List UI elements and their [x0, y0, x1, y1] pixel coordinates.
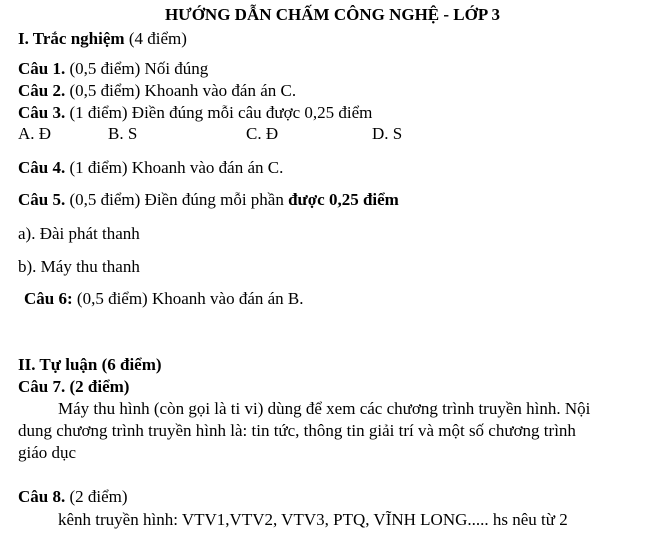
question-2-label: Câu 2. — [18, 81, 66, 100]
question-4-label: Câu 4. — [18, 158, 66, 177]
question-4-text: (1 điểm) Khoanh vào đán án C. — [65, 158, 284, 177]
question-6-text: (0,5 điểm) Khoanh vào đán án B. — [72, 289, 304, 308]
question-4 — [18, 157, 283, 179]
document-title: HƯỚNG DẪN CHẤM CÔNG NGHỆ - LỚP 3 — [164, 5, 501, 24]
question-5 — [18, 189, 399, 211]
question-2 — [18, 80, 296, 102]
question-2-text: (0,5 điểm) Khoanh vào đán án C. — [65, 81, 297, 100]
question-7-line-1: Máy thu hình (còn gọi là ti vi) dùng để xem các chương trình truyền hình. Nội — [58, 399, 591, 418]
question-7-line-3: giáo dục — [18, 443, 77, 462]
question-5-part-b: b). Máy thu thanh — [18, 257, 140, 276]
question-5-label: Câu 5. — [18, 190, 66, 209]
question-8-line-1: kênh truyền hình: VTV1,VTV2, VTV3, PTQ, VĨNH LONG..... hs nêu từ 2 — [58, 510, 568, 529]
answer-b: B. S — [108, 124, 138, 143]
question-6 — [24, 288, 304, 310]
question-6-label: Câu 6: — [24, 289, 73, 308]
question-5-bold-tail: được 0,25 điểm — [288, 190, 399, 209]
question-1-text: (0,5 điểm) Nối đúng — [65, 59, 209, 78]
question-3 — [18, 102, 372, 124]
answer-d: D. S — [372, 124, 403, 143]
question-7-line-2: dung chương trình truyền hình là: tin tức, thông tin giải trí và một số chương trình — [18, 421, 576, 440]
part2-heading: II. Tự luận (6 điểm) — [18, 355, 162, 374]
question-3-text: (1 điểm) Điền đúng mỗi câu được 0,25 điểm — [65, 103, 373, 122]
question-5-text: (0,5 điểm) Điền đúng mỗi phần — [65, 190, 289, 209]
question-1 — [18, 58, 208, 80]
part1-heading — [18, 28, 187, 50]
question-8-points: (2 điểm) — [65, 487, 128, 506]
answer-c: C. Đ — [246, 124, 279, 143]
answer-a: A. Đ — [18, 124, 52, 143]
question-3-label: Câu 3. — [18, 103, 66, 122]
question-1-label: Câu 1. — [18, 59, 66, 78]
question-8 — [18, 486, 128, 508]
question-8-label: Câu 8. — [18, 487, 66, 506]
part1-heading-label: I. Trắc nghiệm — [18, 29, 125, 48]
question-7-label: Câu 7. (2 điểm) — [18, 377, 130, 396]
question-5-part-a: a). Đài phát thanh — [18, 224, 140, 243]
part1-points: (4 điểm) — [124, 29, 187, 48]
